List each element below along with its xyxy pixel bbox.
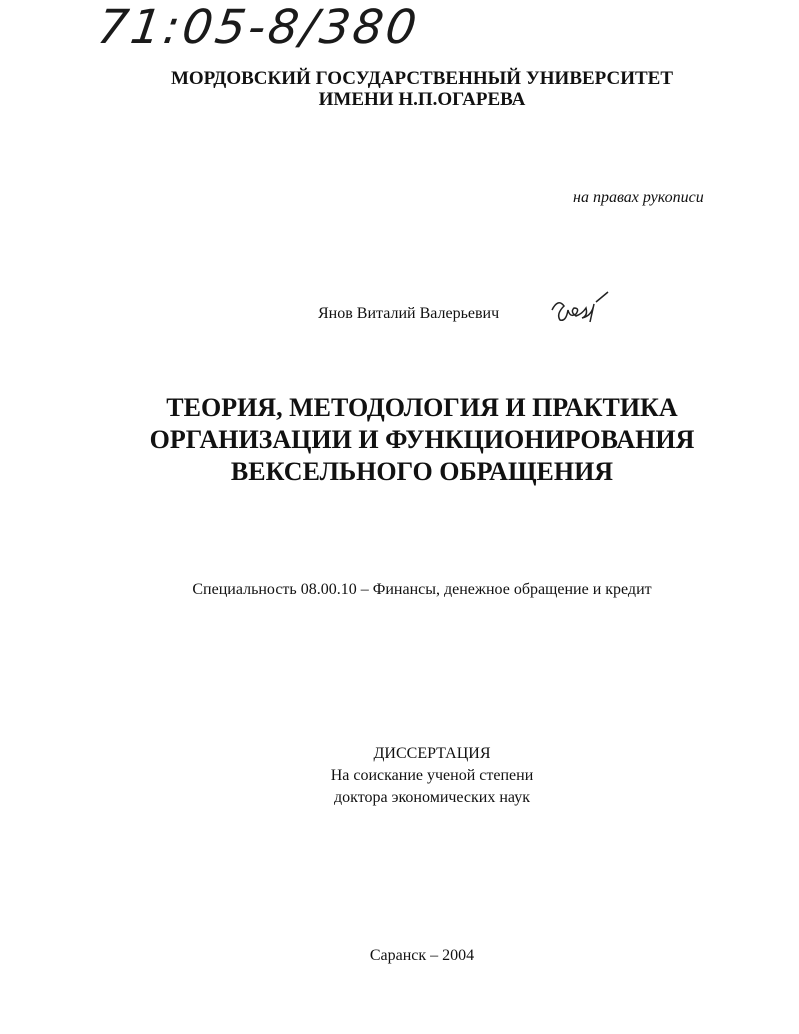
specialty: Специальность 08.00.10 – Финансы, денежное обращение и кредит [192,581,652,598]
dissertation-title [0,392,799,488]
university-line-1: МОРДОВСКИЙ ГОСУДАРСТВЕННЫЙ УНИВЕРСИТЕТ [170,68,674,89]
title-line-2: ОРГАНИЗАЦИИ И ФУНКЦИОНИРОВАНИЯ [149,425,695,454]
university-line-2: ИМЕНИ Н.П.ОГАРЕВА [318,89,526,110]
handwritten-catalog-number: 71:05-8/380 [94,0,423,55]
title-line-1: ТЕОРИЯ, МЕТОДОЛОГИЯ И ПРАКТИКА [166,393,678,422]
degree-line-1: На соискание ученой степени [330,767,534,784]
manuscript-rights-note: на правах рукописи [573,189,704,206]
degree-line-2: доктора экономических наук [334,789,530,806]
author-name: Янов Виталий Валерьевич [318,305,500,322]
title-line-3: ВЕКСЕЛЬНОГО ОБРАЩЕНИЯ [230,457,614,486]
dissertation-type: ДИССЕРТАЦИЯ [373,745,491,762]
place-and-year: Саранск – 2004 [369,947,475,964]
dissertation-block [10,743,799,809]
university-name [0,68,799,110]
author-signature [548,288,618,333]
